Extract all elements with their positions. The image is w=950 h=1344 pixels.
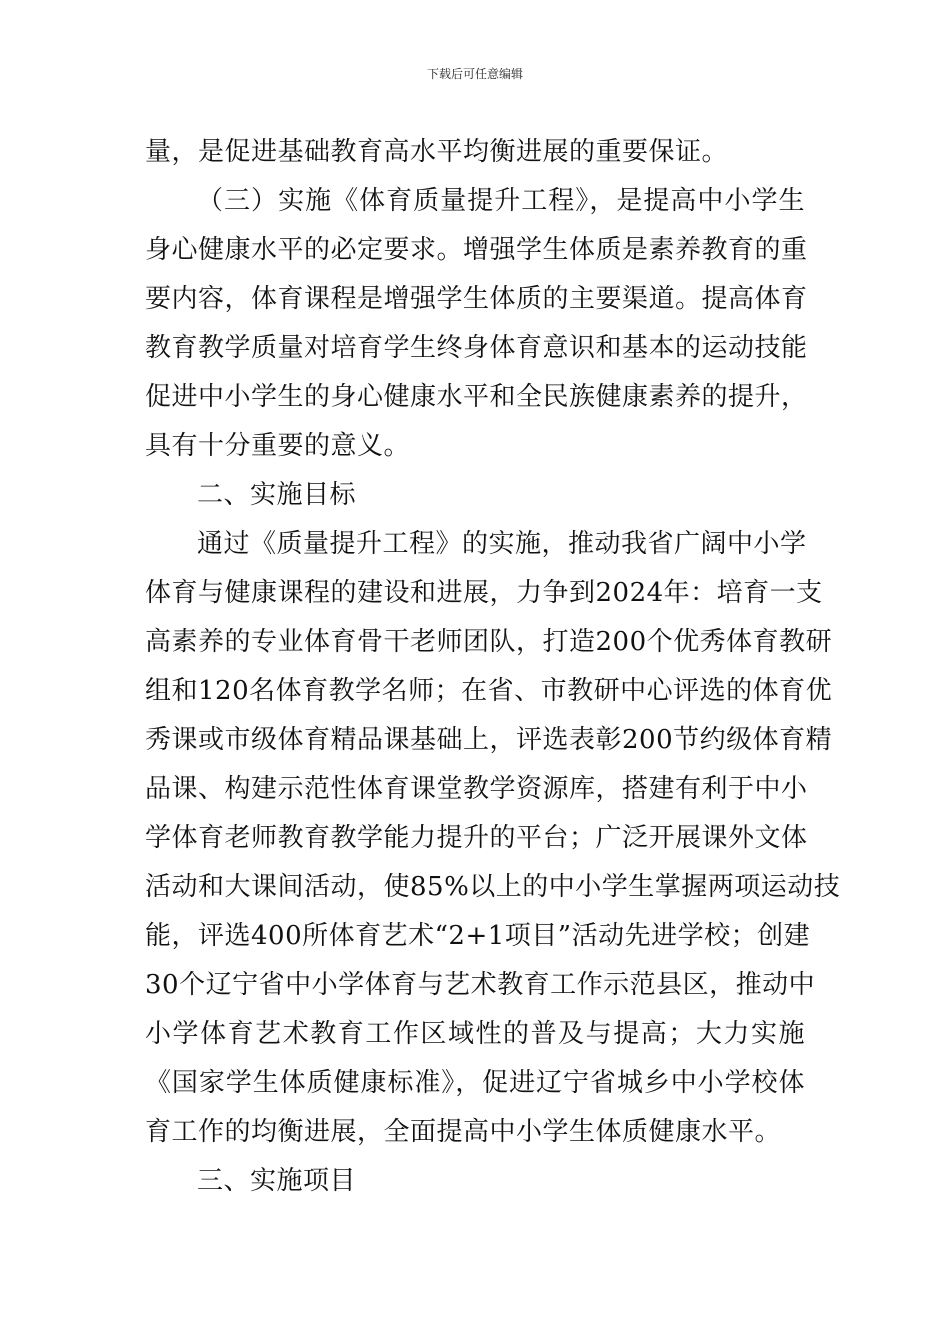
text-line: 要内容，体育课程是增强学生体质的主要渠道。提高体育 bbox=[145, 284, 808, 314]
text-line: 品课、构建示范性体育课堂教学资源库，搭建有利于中小 bbox=[145, 774, 808, 804]
text-line: 小学体育艺术教育工作区域性的普及与提高；大力实施 bbox=[145, 1019, 805, 1049]
text-line: 能，评选400所体育艺术“2+1项目”活动先进学校；创建 bbox=[145, 921, 811, 951]
text-line: 具有十分重要的意义。 bbox=[145, 431, 411, 461]
text-line: （三）实施《体育质量提升工程》，是提高中小学生 bbox=[197, 186, 805, 216]
text-line: 促进中小学生的身心健康水平和全民族健康素养的提升， bbox=[145, 382, 808, 412]
text-line: 秀课或市级体育精品课基础上，评选表彰200节约级体育精 bbox=[145, 725, 833, 755]
text-line: 体育与健康课程的建设和进展，力争到2024年：培育一支 bbox=[145, 578, 823, 608]
text-line: 教育教学质量对培育学生终身体育意识和基本的运动技能 bbox=[145, 333, 808, 363]
page-header: 下载后可任意编辑 bbox=[426, 67, 523, 81]
text-line: 量，是促进基础教育高水平均衡进展的重要保证。 bbox=[145, 137, 729, 167]
text-line: 育工作的均衡进展，全面提高中小学生体质健康水平。 bbox=[145, 1117, 782, 1147]
text-line: 二、实施目标 bbox=[197, 480, 357, 510]
text-line: 学体育老师教育教学能力提升的平台；广泛开展课外文体 bbox=[145, 823, 808, 853]
text-line: 通过《质量提升工程》的实施，推动我省广阔中小学 bbox=[197, 529, 807, 559]
text-line: 三、实施项目 bbox=[197, 1166, 357, 1196]
text-line: 活动和大课间活动，使85%以上的中小学生掌握两项运动技 bbox=[145, 872, 841, 902]
text-line: 组和120名体育教学名师；在省、市教研中心评选的体育优 bbox=[145, 676, 833, 706]
text-line: 《国家学生体质健康标准》，促进辽宁省城乡中小学校体 bbox=[145, 1068, 805, 1098]
text-line: 30个辽宁省中小学体育与艺术教育工作示范县区，推动中 bbox=[145, 970, 816, 1000]
text-line: 身心健康水平的必定要求。增强学生体质是素养教育的重 bbox=[145, 235, 808, 265]
document-body bbox=[145, 128, 841, 1206]
text-line: 高素养的专业体育骨干老师团队，打造200个优秀体育教研 bbox=[145, 627, 833, 657]
